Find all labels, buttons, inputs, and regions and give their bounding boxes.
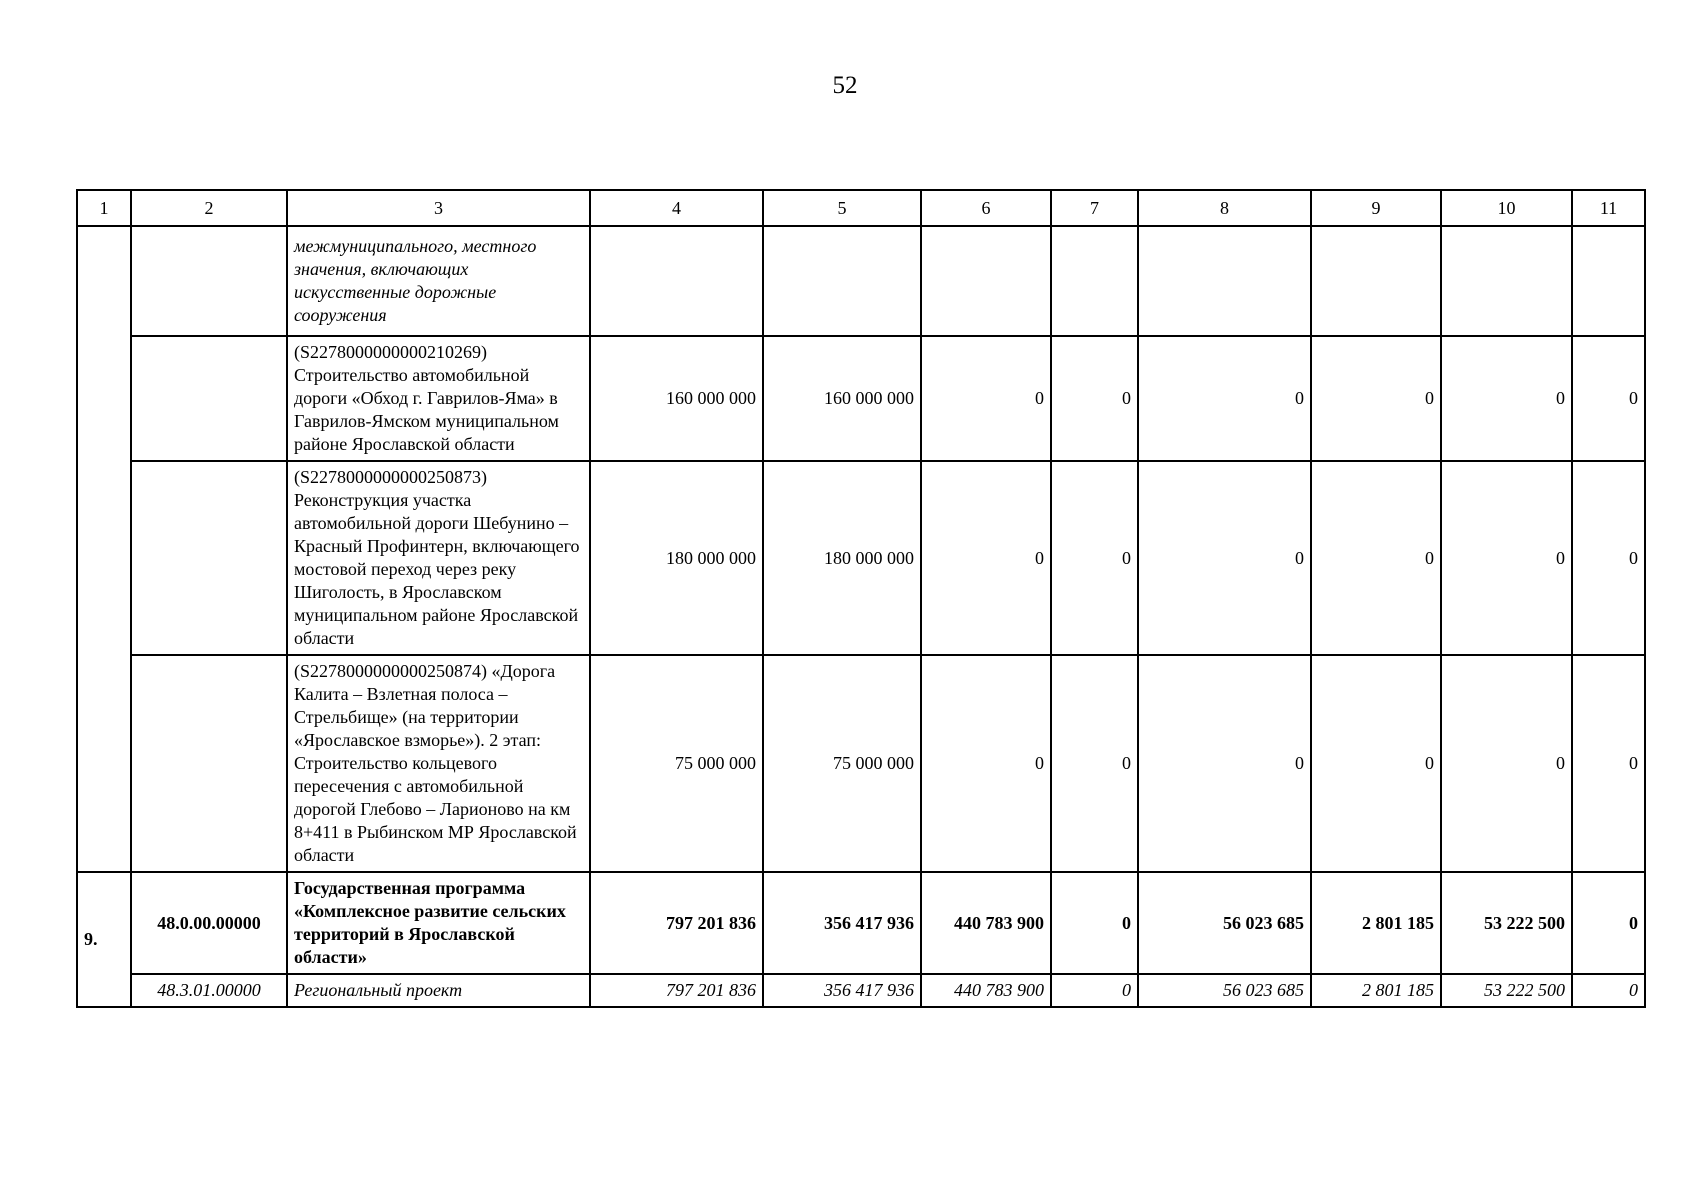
column-header: 9 [1311, 190, 1441, 226]
code-cell: 48.3.01.00000 [131, 974, 287, 1007]
value-cell: 0 [1441, 655, 1572, 872]
value-cell: 0 [1311, 336, 1441, 461]
table-row [77, 461, 1645, 655]
value-cell: 0 [1572, 461, 1645, 655]
code-cell [131, 336, 287, 461]
value-cell [763, 226, 921, 336]
code-cell [131, 461, 287, 655]
value-cell: 797 201 836 [590, 872, 763, 974]
value-cell: 0 [921, 461, 1051, 655]
table-row [77, 872, 1645, 974]
page-number: 52 [832, 72, 858, 99]
table-row [77, 336, 1645, 461]
column-header: 4 [590, 190, 763, 226]
value-cell [1572, 226, 1645, 336]
description-cell: (S2278000000000250873) Реконструкция участка автомобильной дороги Шебунино – Красный Профинтерн, включающего мостовой переход через реку Шиголость, в Ярославском муниципальном районе Ярославской области [287, 461, 590, 655]
value-cell: 440 783 900 [921, 872, 1051, 974]
value-cell: 75 000 000 [590, 655, 763, 872]
value-cell: 0 [1572, 974, 1645, 1007]
value-cell: 0 [1138, 461, 1311, 655]
value-cell: 0 [1051, 655, 1138, 872]
column-header: 2 [131, 190, 287, 226]
value-cell: 0 [1441, 336, 1572, 461]
code-cell [131, 655, 287, 872]
value-cell: 180 000 000 [590, 461, 763, 655]
value-cell: 356 417 936 [763, 872, 921, 974]
description-cell: межмуниципального, местного значения, включающих искусственные дорожные сооружения [287, 226, 590, 336]
value-cell: 0 [1138, 655, 1311, 872]
value-cell: 0 [1572, 336, 1645, 461]
table-row [77, 226, 1645, 336]
value-cell: 56 023 685 [1138, 872, 1311, 974]
value-cell: 56 023 685 [1138, 974, 1311, 1007]
description-cell: (S2278000000000250874) «Дорога Калита – Взлетная полоса – Стрельбище» (на территории «Ярославское взморье»). 2 этап: Строительство кольцевого пересечения с автомобильной дорогой Глебово – Ларионово на км 8+411 в Рыбинском МР Ярославской области [287, 655, 590, 872]
value-cell: 2 801 185 [1311, 974, 1441, 1007]
column-header: 10 [1441, 190, 1572, 226]
column-header: 7 [1051, 190, 1138, 226]
value-cell: 53 222 500 [1441, 974, 1572, 1007]
value-cell: 0 [921, 336, 1051, 461]
value-cell: 0 [1051, 461, 1138, 655]
value-cell: 797 201 836 [590, 974, 763, 1007]
value-cell: 180 000 000 [763, 461, 921, 655]
code-cell: 48.0.00.00000 [131, 872, 287, 974]
value-cell: 53 222 500 [1441, 872, 1572, 974]
value-cell: 0 [1138, 336, 1311, 461]
column-header: 8 [1138, 190, 1311, 226]
table-row [77, 655, 1645, 872]
row-number-cell: 9. [77, 872, 131, 1007]
column-header: 6 [921, 190, 1051, 226]
value-cell: 356 417 936 [763, 974, 921, 1007]
value-cell: 0 [1051, 974, 1138, 1007]
description-cell: Государственная программа «Комплексное развитие сельских территорий в Ярославской области» [287, 872, 590, 974]
value-cell [1138, 226, 1311, 336]
column-header: 1 [77, 190, 131, 226]
value-cell: 440 783 900 [921, 974, 1051, 1007]
column-header: 3 [287, 190, 590, 226]
value-cell: 2 801 185 [1311, 872, 1441, 974]
value-cell: 0 [1572, 872, 1645, 974]
value-cell [1051, 226, 1138, 336]
value-cell [590, 226, 763, 336]
value-cell [1311, 226, 1441, 336]
code-cell [131, 226, 287, 336]
value-cell: 0 [1311, 461, 1441, 655]
value-cell: 0 [1572, 655, 1645, 872]
value-cell: 160 000 000 [590, 336, 763, 461]
value-cell: 75 000 000 [763, 655, 921, 872]
value-cell: 0 [921, 655, 1051, 872]
value-cell: 0 [1311, 655, 1441, 872]
value-cell: 0 [1051, 872, 1138, 974]
value-cell [1441, 226, 1572, 336]
budget-table [76, 189, 1646, 1008]
table-row [77, 974, 1645, 1007]
value-cell: 160 000 000 [763, 336, 921, 461]
value-cell: 0 [1051, 336, 1138, 461]
description-cell: Региональный проект [287, 974, 590, 1007]
column-header: 5 [763, 190, 921, 226]
description-cell: (S2278000000000210269) Строительство автомобильной дороги «Обход г. Гаврилов-Яма» в Гаврилов-Ямском муниципальном районе Ярославской области [287, 336, 590, 461]
value-cell [921, 226, 1051, 336]
value-cell: 0 [1441, 461, 1572, 655]
header-row [77, 190, 1645, 226]
row-number-cell [77, 226, 131, 872]
column-header: 11 [1572, 190, 1645, 226]
